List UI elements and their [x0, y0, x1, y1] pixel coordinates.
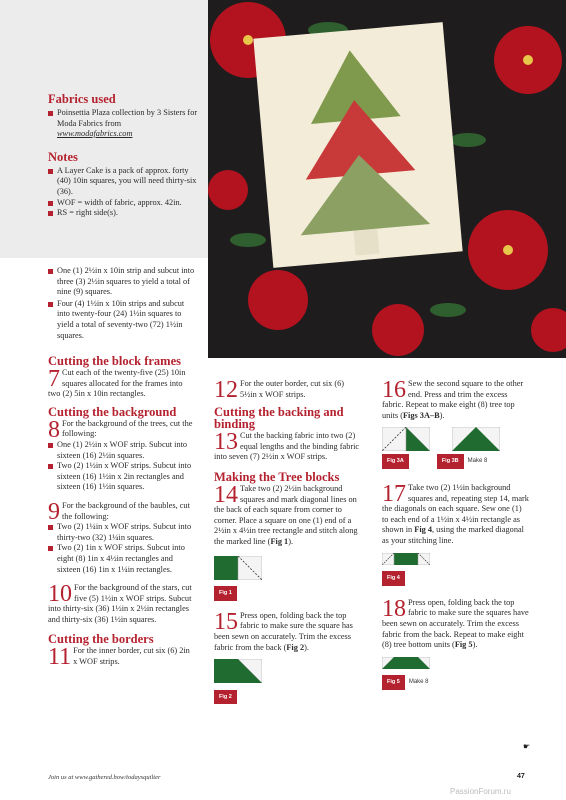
fig5-diagram — [382, 657, 430, 669]
step-11: 11 For the inner border, cut six (6) 2in x WOF strips. — [48, 644, 190, 671]
list-item: Two (2) 1¼in x WOF strips. Subcut into thirty-two (32) 1¼in squares. — [48, 522, 196, 543]
footer-text: Join us at www.gathered.how/todaysquilter — [48, 774, 161, 781]
step-number: 16 — [382, 377, 406, 403]
step-7: 7 Cut each of the twenty-five (25) 10in squares allocated for the frames into two (2) 5in x 10in rectangles. — [48, 366, 186, 399]
figure-3 — [382, 427, 530, 469]
page-number: 47 — [517, 773, 525, 780]
step-17: 17 Take two (2) 1½in background squares and, repeating step 14, mark the diagonals on each square. Sew one (1) to each end of a 1½in x 4½in rectangle as shown in Fig 4, using the marked diagonal as your stitching line. — [382, 480, 529, 545]
fig1-diagram — [214, 556, 262, 580]
step-number: 17 — [382, 480, 406, 507]
fabrics-text: Poinsettia Plaza collection by 3 Sisters for Moda Fabrics from www.modafabrics.com — [48, 108, 198, 140]
step-number: 13 — [214, 429, 238, 456]
fig3a-label: Fig 3A — [382, 454, 409, 469]
column-2 — [214, 379, 362, 704]
figure-2 — [214, 659, 362, 704]
step-10: 10 For the background of the stars, cut five (5) 1½in x WOF strips. Subcut into thirty-six (36) 1½in x 2½in rectangles and thirty-six (36) 1½in squares. — [48, 581, 192, 624]
cut-item: Four (4) 1½in x 10in strips and subcut into twenty-four (24) 1½in squares to yield a total of seventy-two (72) 1½in squares. — [48, 299, 198, 341]
sidebar — [48, 92, 198, 219]
fig3b-diagram — [452, 427, 500, 451]
column-1 — [48, 354, 196, 671]
fig3a-diagram — [382, 427, 430, 451]
step-13: 13 Cut the backing fabric into two (2) equal lengths and the binding fabric into seven (7) 2½in x WOF strips. — [214, 429, 360, 462]
list-item: Two (2) 1½in x WOF strips. Subcut into sixteen (16) 1½in x 2in rectangles and sixteen (16) 1½in squares. — [48, 461, 196, 493]
pointing-hand-icon: ☛ — [523, 742, 531, 751]
step-number: 15 — [214, 608, 238, 635]
step-9: 9 For the background of the baubles, cut the following: — [48, 498, 190, 525]
make-count: Make 8 — [408, 679, 429, 686]
note-item: WOF = width of fabric, approx. 42in. — [48, 198, 198, 209]
fig2-diagram — [214, 659, 262, 683]
fig4-label: Fig 4 — [382, 571, 405, 586]
note-item: RS = right side(s). — [48, 208, 198, 219]
list-item: One (1) 2½in x WOF strip. Subcut into sixteen (16) 2½in squares. — [48, 440, 196, 461]
step-12: 12 For the outer border, cut six (6) 5½in x WOF strips. — [214, 377, 345, 403]
step-number: 8 — [48, 416, 60, 443]
step-16: 16 Sew the second square to the other end. Press and trim the excess fabric. Repeat to make eight (8) tree top units (Figs 3A–B). — [382, 377, 524, 420]
figure-1 — [214, 556, 362, 601]
figure-5 — [382, 657, 530, 690]
column-3 — [382, 379, 530, 690]
note-item: A Layer Cake is a pack of approx. forty (40) 10in squares, you will need thirty-six (36). — [48, 166, 198, 198]
watermark: PassionForum.ru — [450, 787, 511, 796]
heading-borders: Cutting the borders — [48, 632, 154, 647]
step-8: 8 For the background of the trees, cut the following: — [48, 416, 193, 443]
fig3b-label: Fig 3B — [437, 454, 464, 469]
step-number: 7 — [48, 366, 60, 392]
fig1-label: Fig 1 — [214, 586, 237, 601]
fig5-label: Fig 5 — [382, 675, 405, 690]
step-number: 11 — [48, 644, 72, 671]
heading-background: Cutting the background — [48, 404, 177, 419]
cut-item: One (1) 2½in x 10in strip and subcut into three (3) 2½in squares to yield a total of nine (9) squares. — [48, 266, 198, 298]
step-number: 18 — [382, 595, 406, 622]
sidebar-continued — [48, 266, 198, 341]
fabrics-link[interactable]: www.modafabrics.com — [57, 129, 133, 139]
fig4-diagram — [382, 553, 430, 565]
fabrics-heading: Fabrics used — [48, 92, 116, 106]
quilt-photo — [208, 0, 566, 358]
heading-block-frames: Cutting the block frames — [48, 354, 181, 368]
step-14: 14 Take two (2) 2½in background squares and mark diagonal lines on the back of each square from corner to corner. Place a square on one (1) end of a 2½in x 4½in tree rectangle and stitch along the marked line (Fig 1). — [214, 481, 358, 546]
step-number: 12 — [214, 377, 238, 403]
step-number: 14 — [214, 481, 238, 508]
step-15: 15 Press open, folding back the top fabric to make sure the square has been sewn on accurately. Trim the excess fabric from the back (Fig 2). — [214, 608, 353, 652]
step-number: 9 — [48, 498, 60, 525]
step-18: 18 Press open, folding back the top fabric to make sure the squares have been sewn on accurately. Trim the excess fabric from the back. Repeat to make eight (8) tree bottom units (Fig 5). — [382, 595, 529, 650]
list-item: Two (2) 1in x WOF strips. Subcut into eight (8) 1in x 4½in rectangles and sixteen (16) 1in x 1¼in rectangles. — [48, 543, 196, 575]
notes-heading: Notes — [48, 149, 78, 164]
make-count: Make 8 — [467, 458, 488, 465]
heading-tree-blocks: Making the Tree blocks — [214, 469, 340, 484]
heading-backing: Cutting the backing and binding — [214, 405, 344, 432]
figure-4 — [382, 553, 530, 586]
step-number: 10 — [48, 581, 72, 608]
fig2-label: Fig 2 — [214, 690, 237, 705]
